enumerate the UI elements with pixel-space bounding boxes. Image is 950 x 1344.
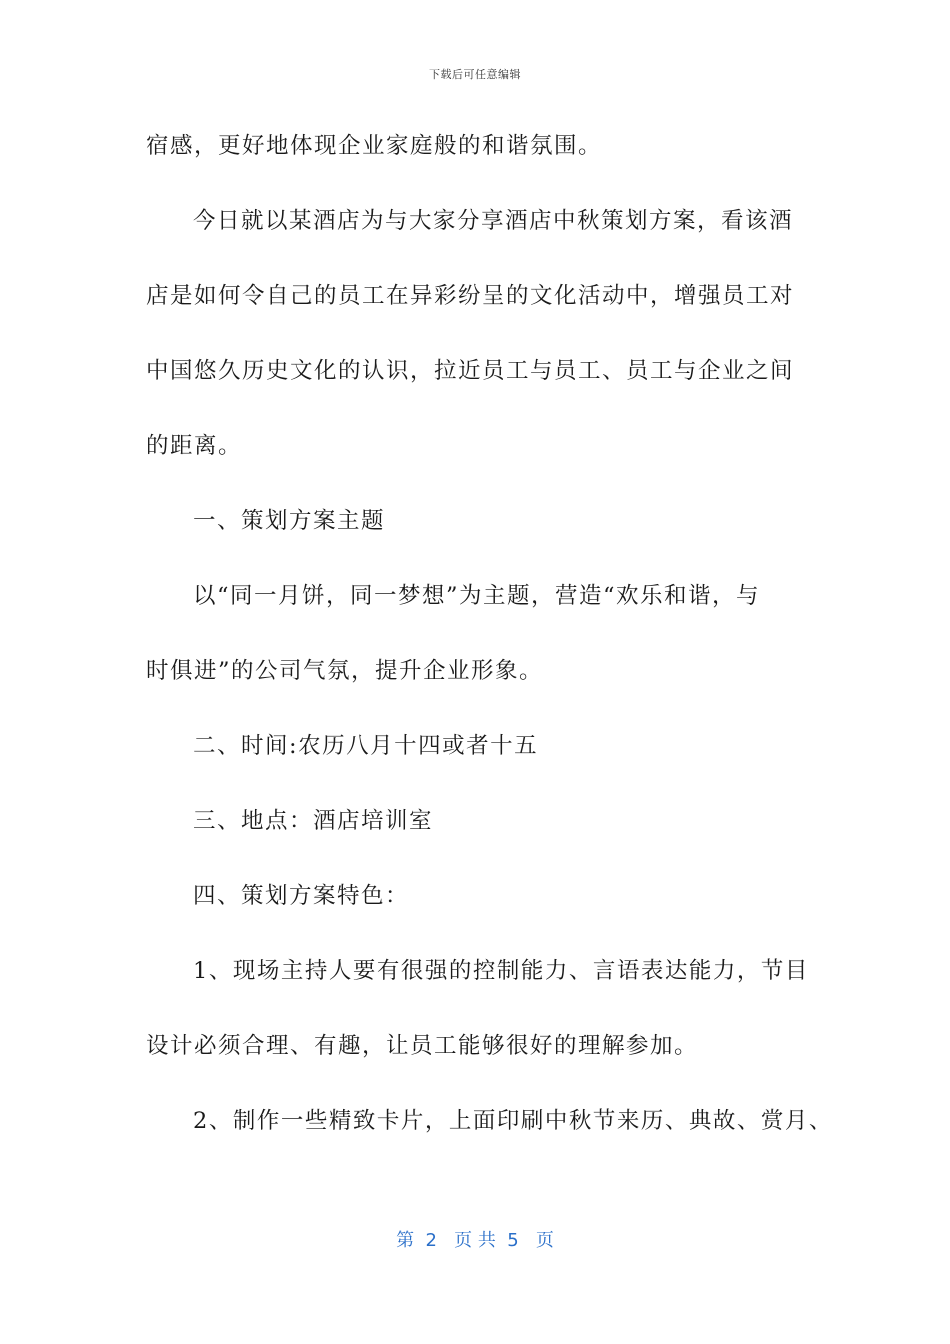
section-heading-time: 二、时间:农历八月十四或者十五	[193, 733, 539, 759]
body-line-5: 的距离。	[146, 433, 243, 459]
list-item-1-cont: 设计必须合理、有趣，让员工能够很好的理解参加。	[146, 1033, 699, 1059]
body-line-3: 店是如何令自己的员工在异彩纷呈的文化活动中，增强员工对	[146, 283, 795, 309]
list-item-1: 1、现场主持人要有很强的控制能力、言语表达能力，节目	[193, 958, 809, 984]
body-line-2: 今日就以某酒店为与大家分享酒店中秋策划方案，看该酒	[193, 208, 794, 234]
section-heading-theme: 一、策划方案主题	[193, 508, 386, 534]
body-line-7: 以“同一月饼，同一梦想”为主题，营造“欢乐和谐，与	[193, 583, 761, 609]
section-heading-location: 三、地点：酒店培训室	[193, 808, 434, 834]
page-header-note: 下载后可任意编辑	[429, 68, 521, 81]
body-line-4: 中国悠久历史文化的认识，拉近员工与员工、员工与企业之间	[146, 358, 795, 384]
body-line-8: 时俱进”的公司气氛，提升企业形象。	[146, 658, 544, 684]
list-item-2: 2、制作一些精致卡片，上面印刷中秋节来历、典故、赏月、	[193, 1108, 833, 1134]
page-number-footer: 第 2 页 共 5 页	[396, 1230, 554, 1251]
body-line-1: 宿感，更好地体现企业家庭般的和谐氛围。	[146, 133, 603, 159]
section-heading-features: 四、策划方案特色：	[193, 883, 410, 909]
